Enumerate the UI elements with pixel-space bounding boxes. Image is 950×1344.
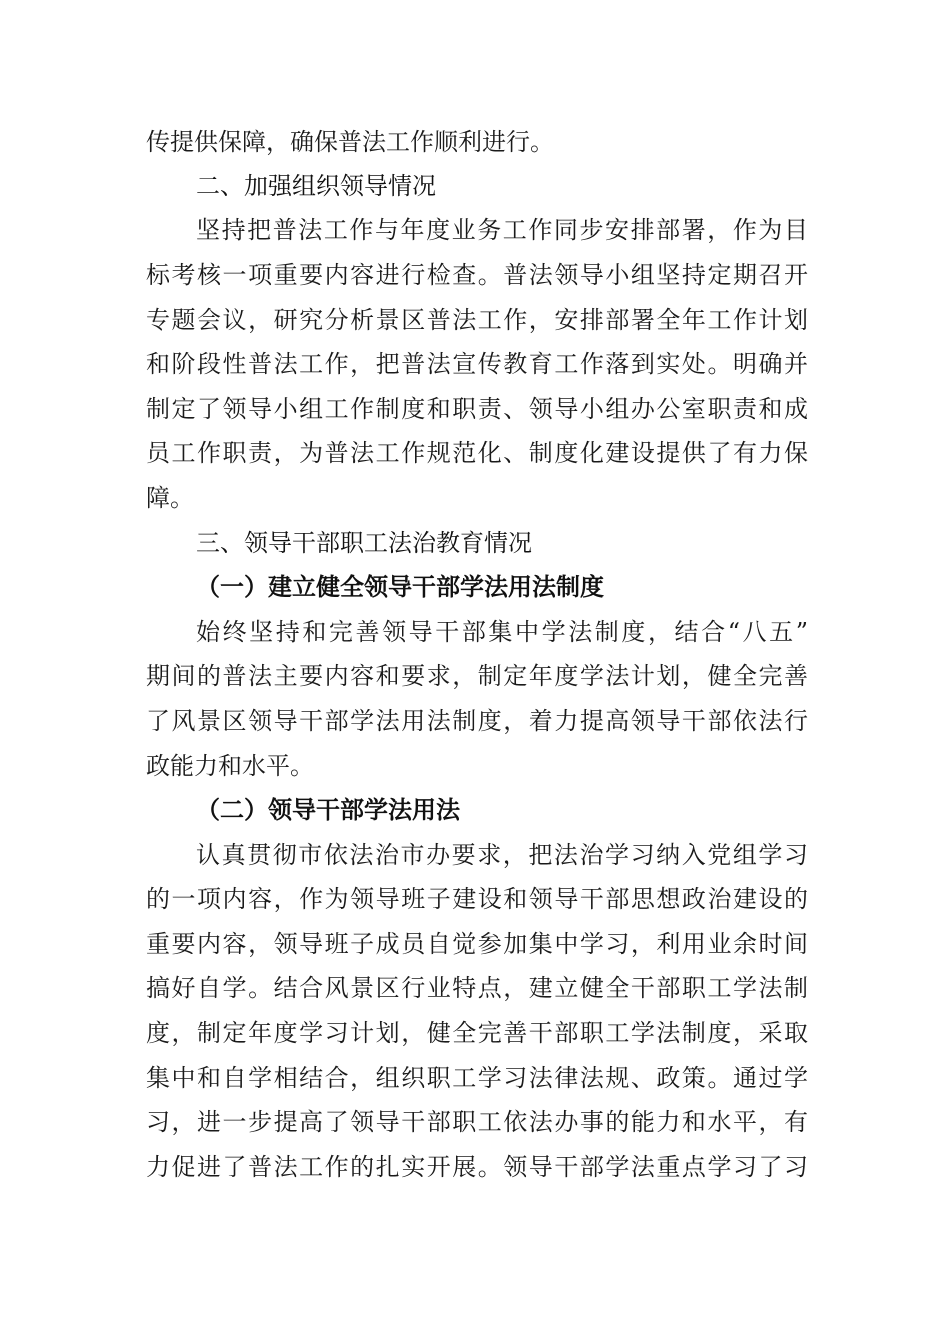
paragraph-line: 和阶段性普法工作，把普法宣传教育工作落到实处。明确并: [146, 350, 808, 378]
paragraph-line: 集中和自学相结合，组织职工学习法律法规、政策。通过学: [146, 1064, 808, 1092]
paragraph-line: 制定了领导小组工作制度和职责、领导小组办公室职责和成: [146, 395, 808, 423]
paragraph-line: 认真贯彻市依法治市办要求，把法治学习纳入党组学习: [196, 841, 808, 869]
subsection-heading-2: （二）领导干部学法用法: [196, 795, 460, 824]
paragraph-line: 专题会议，研究分析景区普法工作，安排部署全年工作计划: [146, 306, 808, 334]
paragraph-line: 政能力和水平。: [146, 752, 314, 780]
paragraph-line: 员工作职责，为普法工作规范化、制度化建设提供了有力保: [146, 439, 808, 467]
section-heading-3: 三、领导干部职工法治教育情况: [196, 529, 532, 557]
paragraph-line: 期间的普法主要内容和要求，制定年度学法计划，健全完善: [146, 662, 808, 690]
paragraph-line: 度，制定年度学习计划，健全完善干部职工学法制度，采取: [146, 1019, 808, 1047]
section-heading-2: 二、加强组织领导情况: [196, 172, 436, 200]
paragraph-line: 习，进一步提高了领导干部职工依法办事的能力和水平，有: [146, 1108, 808, 1136]
paragraph-line: 力促进了普法工作的扎实开展。领导干部学法重点学习了习: [146, 1153, 808, 1181]
paragraph-line: 障。: [146, 484, 194, 512]
paragraph-line: 搞好自学。结合风景区行业特点，建立健全干部职工学法制: [146, 974, 808, 1002]
paragraph-line: 的一项内容，作为领导班子建设和领导干部思想政治建设的: [146, 885, 808, 913]
paragraph-line: 标考核一项重要内容进行检查。普法领导小组坚持定期召开: [146, 261, 808, 289]
paragraph-line: 始终坚持和完善领导干部集中学法制度，结合“八五”: [196, 618, 808, 646]
paragraph-line: 了风景区领导干部学法用法制度，着力提高领导干部依法行: [146, 707, 808, 735]
paragraph-line: 坚持把普法工作与年度业务工作同步安排部署，作为目: [196, 216, 808, 244]
paragraph-line: 传提供保障，确保普法工作顺利进行。: [146, 128, 554, 156]
subsection-heading-1: （一）建立健全领导干部学法用法制度: [196, 572, 604, 601]
paragraph-line: 重要内容，领导班子成员自觉参加集中学习，利用业余时间: [146, 930, 808, 958]
